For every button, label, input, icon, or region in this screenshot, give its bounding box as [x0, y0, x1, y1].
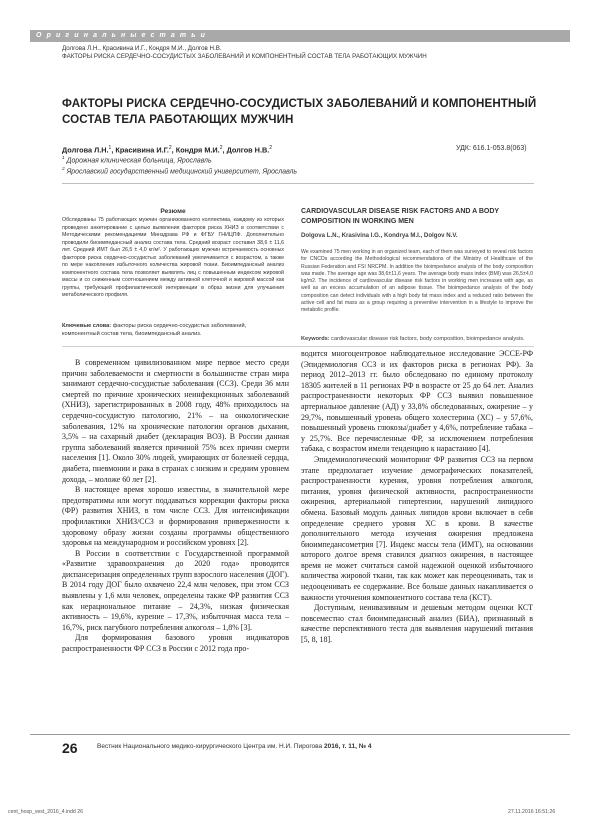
resume-text: Обследованы 75 работающих мужчин организованного коллектива, каждому из которых проведено анкетирование с целью выявления факторов риска ХНИЗ в соответствии с Методическими рекомендациями Минздрава РФ и ФГБУ ГНИЦПФ. Дополнительно проводили биоимпедансный анализ состава тела. Средний возраст составил 38,6 ± 11,6 лет. Средний ИМТ был 26,5 ± 4,0 кг/м². У работающих мужчин встречаемость основных факторов риска сердечно-сосудистых заболеваний увеличивается с возрастом, а также по мере накопления избыточного количества жировой ткани. Биоимпедансный анализ компонентного состава тела позволяет выявлять лиц с повышенным индексом жировой массы и со сниженным соотношением между активной клеточной и жировой массой как группы, требующей профилактической интервенции в образ жизни для улучшения метаболического профиля. [62, 217, 284, 298]
running-head-title: ФАКТОРЫ РИСКА СЕРДЕЧНО-СОСУДИСТЫХ ЗАБОЛЕВАНИЙ И КОМПОНЕНТНЫЙ СОСТАВ ТЕЛА РАБОТАЮЩИХ МУЖЧИН [62, 53, 427, 60]
resume-heading: Резюме [160, 208, 186, 215]
author-name: Кондря М.И. [175, 145, 220, 155]
body-column-right [301, 349, 533, 646]
paragraph: В настоящее время хорошо известны, в значительной мере предотвратимы или могут поддаваться коррекции факторы риска (ФР) развития ХНИЗ, в том числе ССЗ. Для интенсификации профилактики ХНИЗ/ССЗ и формирования приверженности к здоровому образу жизни созданы программы общественного здоровья на международном и российском уровнях [2]. [62, 485, 289, 548]
keywords-en: Keywords: cardiovascular disease risk factors, body composition, bioimpedance analysis. [301, 336, 525, 342]
affiliation-2: $^2$ Ярославский государственный медицинский университет, Ярославль [62, 167, 297, 176]
print-slug-date: 27.11.2016 16:51:26 [508, 809, 556, 815]
article-title: ФАКТОРЫ РИСКА СЕРДЕЧНО-СОСУДИСТЫХ ЗАБОЛЕВАНИЙ И КОМПОНЕНТНЫЙ СОСТАВ ТЕЛА РАБОТАЮЩИХ МУЖЧИН [62, 97, 537, 126]
print-slug-file: cent_hosp_vest_2016_4.indd 26 [8, 809, 83, 815]
author-name: Долгов Н.В. [226, 145, 270, 155]
paragraph: В России в соответствии с Государственной программой «Развитие здравоохранения до 2020 года» проводится диспансеризация определенных групп взрослого населения (ДОГ). В 2014 году ДОГ было охвачено 22,4 млн человек, при этом ССЗ выявлены у 1,6 млн человек, определены также ФР развития ССЗ как нерациональное питание – 24,3%, низкая физическая активность – 19,6%, курение – 17,3%, избыточная масса тела – 16,7%, риск пагубного потребления алкоголя – 1,8% [3]. [62, 548, 289, 632]
journal-name: Вестник Национального медико-хирургического Центра им. Н.И. Пирогова 2016, т. 11, № 4 [97, 743, 372, 750]
footer-rule [30, 734, 570, 735]
divider [62, 183, 534, 184]
author-name: Красивина И.Г. [115, 145, 169, 155]
author-name: Долгова Л.Н. [62, 145, 109, 155]
udc-code: УДК: 616.1-053.8(063) [456, 145, 527, 152]
affiliation-1: $^1$ Дорожная клиническая больница, Ярославль [62, 156, 212, 165]
paragraph: Для формирования базового уровня индикаторов распространенности ФР ССЗ в России с 2012 года про- [62, 633, 289, 654]
section-label: О р и г и н а л ь н ы е с т а т ь и [36, 32, 207, 39]
english-abstract: We examined 75 men working in an organized team, each of them was surveyed to reveal risk factors for CNCDs according the Methodological recommendations of the Ministry of Healthcare of the Russian Federation and FSI NRCPM. In addition the bioimpedance analysis of the body composition was made. The average age was 38,6±11,6 years. The average body mass index (BMI) was 26,5±4,0 kg/m2. The incidence of cardiovascular disease risk factors in working men increases with age, as well as an excess accumulation of an adipose tissue. The bioimpedance analysis of the body composition can detect individuals with a high body fat mass index and a reduced ratio between the active cell and fat mass as a group requiring a preventive intervention in a lifestyle to improve the metabolic profile. [301, 249, 533, 314]
keywords-ru: Ключевые слова: факторы риска сердечно-сосудистых заболеваний, компонентный состав тела, биоимпедансный анализ. [62, 323, 247, 337]
running-head-authors: Долгова Л.Н., Красивина И.Г., Кондря М.И., Долгов Н.В. [62, 45, 222, 52]
paragraph: водится многоцентровое наблюдательное исследование ЭССЕ-РФ (Эпидемиология ССЗ и их факторов риска в регионах РФ). За период 2012–2013 гг. было обследовано по единому протоколу 18305 жителей в 11 регионах РФ в возрасте от 25 до 64 лет. Анализ распространенности некоторых ФР ССЗ выявил повышенное артериальное давление (АД) у 33,8% обследованных, ожирение – у 29,7%, повышенный уровень общего холестерина (ХС) – у 57,6%, повышенный уровень глюкозы/диабет у 4,6%, потребление табака – у 25,7%. Все перечисленные ФР, за исключением потребления табака, с возрастом имели тенденцию к нарастанию [4]. [301, 349, 533, 454]
body-column-left [62, 358, 289, 655]
paragraph: Эпидемиологический мониторинг ФР развития ССЗ на первом этапе предполагает изучение демографических показателей, распространенности курения, уровня потребления алкоголя, питания, уровня физической активности, распространенности ожирения, артериальной гипертензии, нарушений липидного обмена. Базовый модуль данных липидов крови включает в себя определение среднего уровня ХС в крови. В качестве дополнительного метода изучения ожирения предложена биоимпедансометрия [7]. Индекс массы тела (ИМТ), на основании которого долгое время ставился диагноз ожирения, в настоящее время не может считаться самой надежной оценкой избыточного количества жировой ткани, так как может как переоценивать, так и недооценивать ее содержание. Все больше данных накапливается о важности уточнения компонентного состава тела (КСТ). [301, 454, 533, 602]
paragraph: Доступным, неинвазивным и дешевым методом оценки КСТ повсеместно стал биоимпедансный анализ (БИА), признанный в качестве перспективного теста для выявления нарушений питания [5, 8, 18]. [301, 603, 533, 645]
english-authors: Dolgova L.N., Krasivina I.G., Kondrya M.I., Dolgov N.V. [301, 232, 458, 239]
author-list: Долгова Л.Н.$^1$, Красивина И.Г.$^2$, Кондря М.И.$^2$, Долгов Н.В.$^2$ [62, 145, 273, 155]
page-number: 26 [62, 740, 78, 756]
paragraph: В современном цивилизованном мире первое место среди причин заболеваемости и смертности в большинстве стран мира занимают сердечно-сосудистые заболевания (ССЗ). Среди 36 млн смертей по причине хронических неинфекционных заболеваний (ХНИЗ), зарегистрированных в 2008 году, 48% приходилось на сердечно-сосудистую патологию, 21% – на онкологические заболевания, 12% на хронические патологии органов дыхания, 3,5% – на сахарный диабет (декларация ВОЗ). В России данная группа заболеваний является причиной 75% всех причин смерти населения [1]. Около 30% людей, умирающих от болезней сердца, диабета, пневмонии и рака в странах с низким и средним уровнем дохода, – моложе 60 лет [2]. [62, 358, 289, 484]
english-title: CARDIOVASCULAR DISEASE RISK FACTORS AND A BODY COMPOSITION IN WORKING MEN [301, 208, 499, 225]
divider [62, 346, 534, 347]
